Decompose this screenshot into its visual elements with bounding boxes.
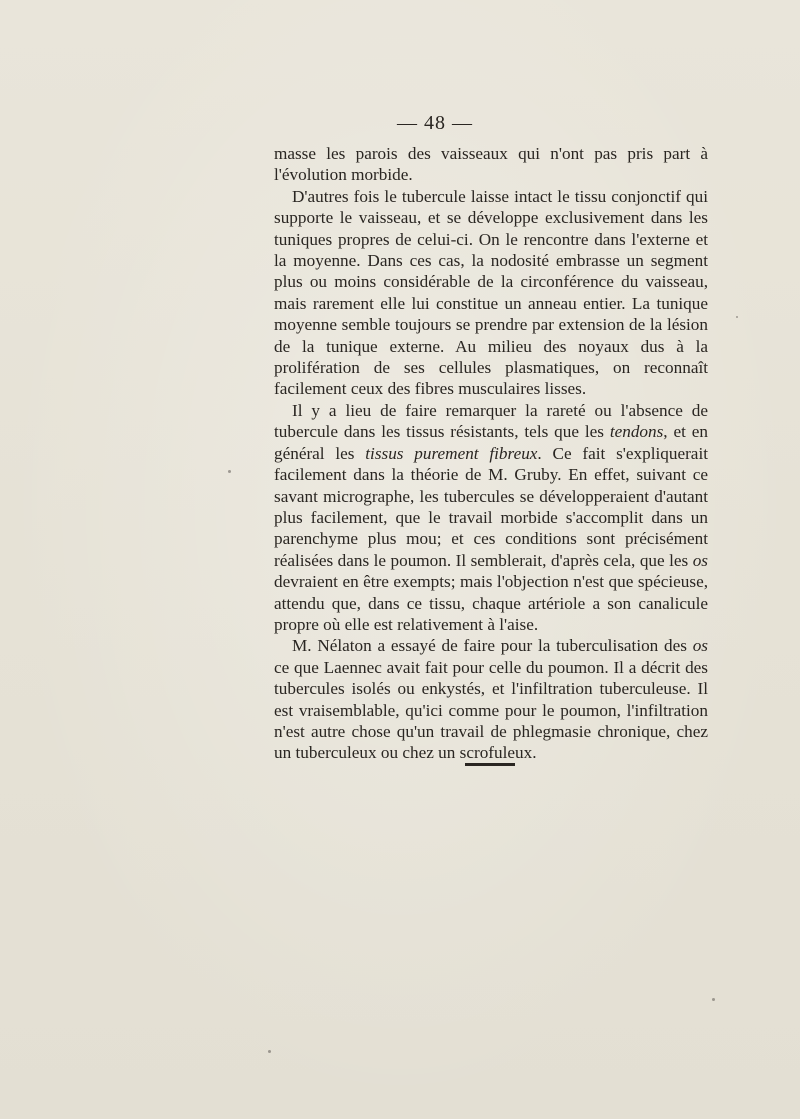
page-number: — 48 — [397,112,473,134]
text-run: Il y a lieu de faire remarquer la rareté ou l'absence de tubercule dans les tissus résistants, tels que les [274,400,708,442]
text-run: ce que Laennec avait fait pour celle du poumon. Il a décrit des tubercules isolés ou enkystés, et l'infiltration tuberculeuse. Il est vraisemblable, qu'ici comme pour le poumon, l'infiltration n'est autre chose qu'un travail de phlegmasie chronique, chez un tuberculeux ou chez un scrofuleux. [274,657,708,763]
italic-term: tendons [609,422,664,442]
paper-speck [736,316,738,318]
body-text [274,143,708,764]
paragraph [274,143,708,186]
paper-speck [228,470,231,473]
text-run: M. Nélaton a essayé de faire pour la tuberculisation des [292,636,693,656]
text-run: masse les parois des vaisseaux qui n'ont pas pris part à l'évolution morbide. [274,144,708,185]
paragraph [274,635,708,763]
section-end-rule [465,763,515,766]
italic-term: os [692,550,708,570]
paragraph [274,186,708,400]
paragraph [274,400,708,635]
text-run: , et en général les [274,422,708,463]
paper-speck [712,998,715,1001]
italic-term: os [692,636,708,656]
text-run: devraient en être exempts; mais l'objection n'est que spécieuse, attendu que, dans ce tissu, chaque artériole a son canalicule propre où elle est relativement à l'aise. [274,572,708,634]
text-run: . Ce fait s'expliquerait facilement dans la théorie de M. Gruby. En effet, suivant ce savant micrographe, les tubercules se développeraient d'autant plus facilement, que le travail morbide s'accomplit dans un parenchyme plus mou; et ces conditions sont précisément réalisées dans le poumon. Il semblerait, d'après cela, que les [274,443,708,570]
paper-speck [268,1050,271,1053]
italic-term: tissus purement fibreux [365,443,538,463]
text-run: D'autres fois le tubercule laisse intact le tissu conjonctif qui supporte le vaisseau, et se développe exclusivement dans les tuniques propres de celui-ci. On le rencontre dans l'externe et la moyenne. Dans ces cas, la nodosité embrasse un segment plus ou moins considérable de la circonférence du vaisseau, mais rarement elle lui constitue un anneau entier. La tunique moyenne semble toujours se prendre par extension de la lésion de la tunique externe. Au milieu des noyaux dus à la prolifération de ses cellules plasmatiques, on reconnaît facilement ceux des fibres musculaires lisses. [274,186,708,399]
